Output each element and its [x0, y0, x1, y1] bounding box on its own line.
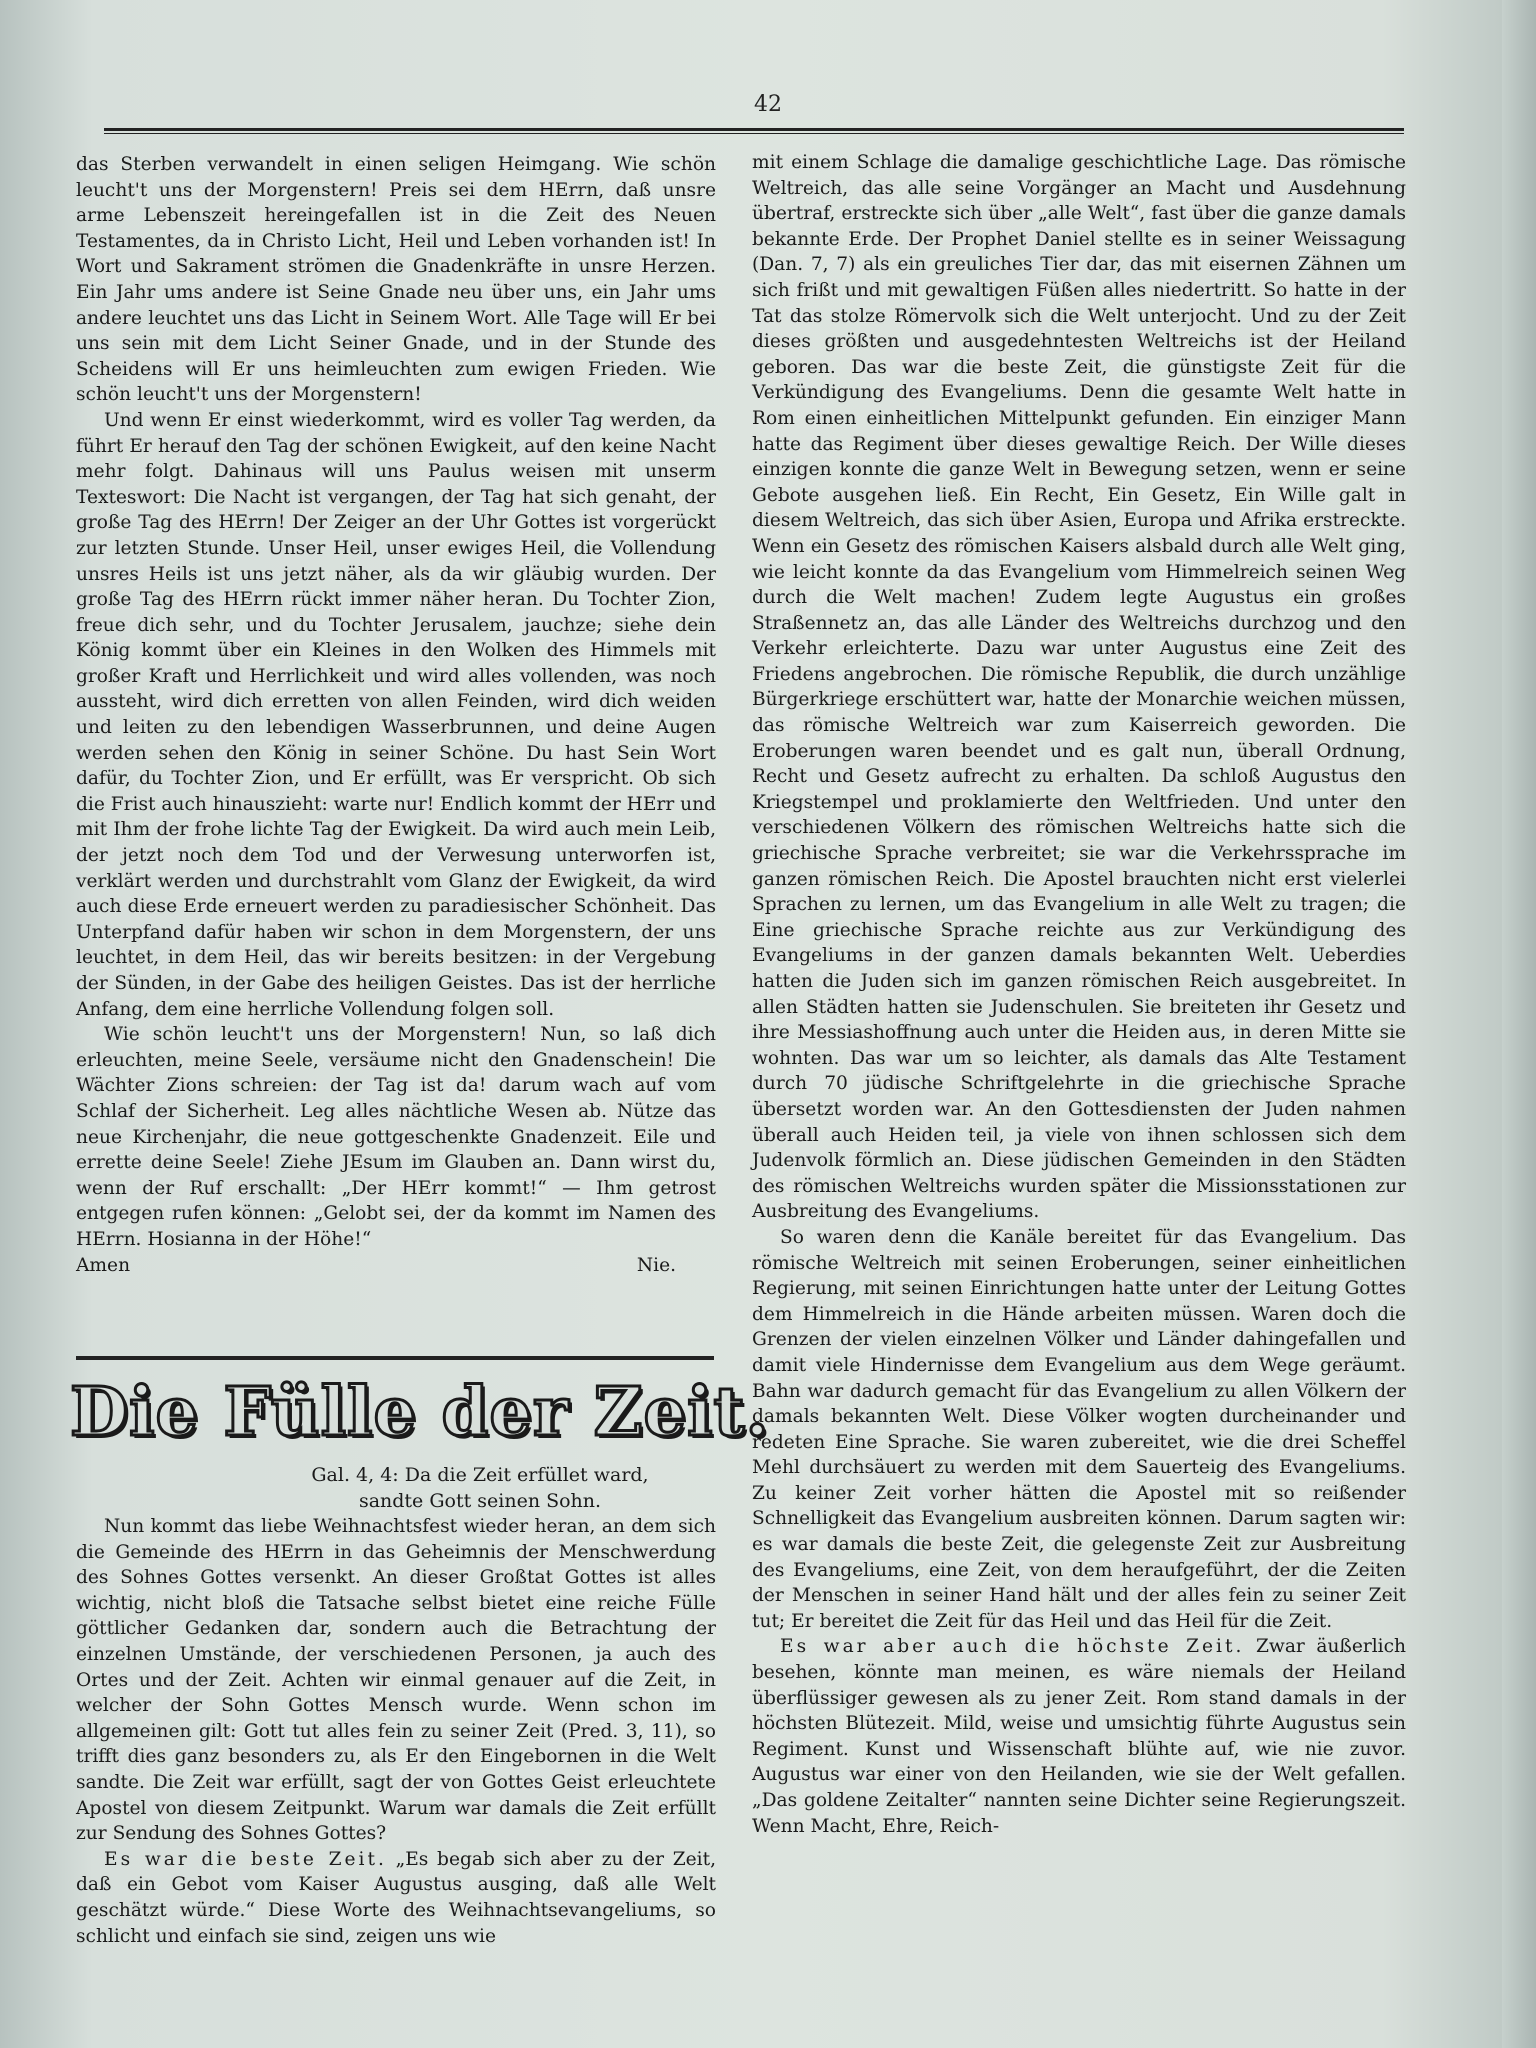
- right-paragraph-3-text: Zwar äußerlich besehen, könnte man meinen, es wäre niemals der Heiland überflüssiger gewesen als zu jener Zeit. Rom stand damals in der höchsten Blütezeit. Mild, weise und umsichtig führte Augustus sein Regiment. Kunst und Wissenschaft blühte auf, wie nie zuvor. Augustus war einer von den Heilanden, wie sie der Welt gefallen. „Das goldene Zeitalter“ nannten seine Dichter seine Regierungszeit. Wenn Macht, Ehre, Reich-: [752, 1636, 1407, 1837]
- section-divider: [76, 1356, 714, 1360]
- article-title: Die Fülle der Zeit.: [70, 1372, 770, 1451]
- left-paragraph-3: Wie schön leucht't uns der Morgenstern! Nun, so laß dich erleuchten, meine Seele, versäume nicht den Gnadenschein! Die Wächter Zions schreien: der Tag ist da! darum wach auf vom Schlaf der Sicherheit. Leg alles nächtliche Wesen ab. Nütze das neue Kirchenjahr, die neue gottgeschenkte Gnadenzeit. Eile und errette deine Seele! Ziehe JEsum im Glauben an. Dann wirst du, wenn der Ruf erschallt: „Der HErr kommt!“ — Ihm getrost entgegen rufen können: „Gelobt sei, der da kommt im Namen des HErrn. Hosianna in der Höhe!“: [76, 1024, 716, 1250]
- left-paragraph-1: das Sterben verwandelt in einen seligen Heimgang. Wie schön leucht't uns der Morgenstern! Preis sei dem HErrn, daß unsre arme Lebenszeit hereingefallen ist in die Zeit des Neuen Testamentes, da in Christo Licht, Heil und Leben vorhanden ist! In Wort und Sakrament strömen die Gnadenkräfte in unsre Herzen. Ein Jahr ums andere ist Seine Gnade neu über uns, ein Jahr ums andere leuchtet uns das Licht in Seinem Wort. Alle Tage will Er bei uns sein mit dem Licht Seiner Gnade, und in der Stunde des Scheidens will Er uns heimleuchten zum ewigen Frieden. Wie schön leucht't uns der Morgenstern!: [76, 154, 716, 406]
- bible-motto: [290, 1462, 670, 1514]
- page-number: 42: [754, 92, 782, 117]
- motto-line-2: sandte Gott seinen Sohn.: [358, 1490, 602, 1512]
- author-signature: Nie.: [636, 1254, 676, 1276]
- right-paragraph-1: mit einem Schlage die damalige geschichtliche Lage. Das römische Weltreich, das alle seine Vorgänger an Macht und Ausdehnung übertraf, erstreckte sich über „alle Welt“, fast über die ganze damals bekannte Erde. Der Prophet Daniel stellte es in seiner Weissagung (Dan. 7, 7) als ein greuliches Tier dar, das mit eisernen Zähnen um sich frißt und mit gewaltigen Füßen alles niedertritt. So hatte in der Tat das stolze Römervolk sich die Welt unterjocht. Und zu der Zeit dieses größten und ausgedehntesten Weltreichs ist der Heiland geboren. Das war die beste Zeit, die günstigste Zeit für die Verkündigung des Evangeliums. Denn die gesamte Welt hatte in Rom einen einheitlichen Mittelpunkt gefunden. Ein einziger Mann hatte das Regiment über dieses gewaltige Reich. Der Wille dieses einzigen konnte die ganze Welt in Bewegung setzen, wenn er seine Gebote ausgehen ließ. Ein Recht, Ein Gesetz, Ein Wille galt in diesem Weltreich, das sich über Asien, Europa und Afrika erstreckte. Wenn ein Gesetz des römischen Kaisers alsbald durch alle Welt ging, wie leicht konnte da das Evangelium vom Himmelreich seinen Weg durch die Welt machen! Zudem legte Augustus ein großes Straßennetz an, das alle Länder des Weltreichs durchzog und den Verkehr erleichterte. Dazu war unter Augustus eine Zeit des Friedens angebrochen. Die römische Republik, die durch unzählige Bürgerkriege erschüttert war, hatte der Monarchie weichen müssen, das römische Weltreich war zum Kaiserreich geworden. Die Eroberungen waren beendet und es galt nun, überall Ordnung, Recht und Gesetz aufrecht zu erhalten. Da schloß Augustus den Kriegstempel und proklamierte den Weltfrieden. Und unter den verschiedenen Völkern des römischen Weltreichs hatte sich die griechische Sprache verbreitet; sie war die Verkehrssprache im ganzen römischen Reich. Die Apostel brauchten nicht erst vielerlei Sprachen zu lernen, um das Evangelium in alle Welt zu tragen; die Eine griechische Sprache reichte aus zur Verkündigung des Evangeliums in der ganzen damals bekannten Welt. Ueberdies hatten die Juden sich im ganzen römischen Reich ausgebreitet. In allen Städten hatten sie Judenschulen. Sie breiteten ihr Gesetz und ihre Messiashoffnung auch unter die Heiden aus, in deren Mitte sie wohnten. Das war um so leichter, als damals das Alte Testament durch 70 jüdische Schriftgelehrte in die griechische Sprache übersetzt worden war. An den Gottesdiensten der Juden nahmen überall auch Heiden teil, ja viele von ihnen schlossen sich dem Judenvolk förmlich an. Diese jüdischen Gemeinden in den Städten des römischen Weltreichs wurden später die Missionsstationen zur Ausbreitung des Evangeliums.: [752, 152, 1406, 1223]
- closing-amen: Amen: [76, 1254, 131, 1276]
- header-rule: [104, 128, 1404, 134]
- left-column-text: [76, 152, 716, 1278]
- article-paragraph-1: Nun kommt das liebe Weihnachtsfest wieder heran, an dem sich die Gemeinde des HErrn in das Geheimnis der Menschwerdung des Sohnes Gottes versenkt. An dieser Großtat Gottes ist alles wichtig, nicht bloß die Tatsache selbst bietet eine reiche Fülle göttlicher Gedanken dar, sondern auch die Betrachtung der einzelnen Umstände, der verschiedenen Personen, ja auch des Ortes und der Zeit. Achten wir einmal genauer auf die Zeit, in welcher der Sohn Gottes Mensch wurde. Wenn schon im allgemeinen gilt: Gott tut alles fein zu seiner Zeit (Pred. 3, 11), so trifft dies ganz besonders zu, als Er den Eingebornen in die Welt sandte. Die Zeit war erfüllt, sagt der von Gottes Geist erleuchtete Apostel von diesem Zeitpunkt. Warum war damals die Zeit erfüllt zur Sendung des Sohnes Gottes?: [76, 1516, 716, 1845]
- right-paragraph-2: So waren denn die Kanäle bereitet für das Evangelium. Das römische Weltreich mit seinen Eroberungen, seiner einheitlichen Regierung, mit seinen Einrichtungen hatte unter der Leitung Gottes dem Himmelreich in die Hände arbeiten müssen. Waren doch die Grenzen der vielen einzelnen Völker und Länder dahingefallen und damit viele Hindernisse dem Evangelium aus dem Wege geräumt. Bahn war dadurch gemacht für das Evangelium zu allen Völkern der damals bekannten Welt. Diese Völker wogten durcheinander und redeten Eine Sprache. Sie waren zubereitet, wie die drei Scheffel Mehl durchsäuert zu werden mit dem Sauerteig des Evangeliums. Zu keiner Zeit vorher hätten die Apostel mit so reißender Schnelligkeit das Evangelium ausbreiten können. Darum sagten wir: es war damals die beste Zeit, die gelegenste Zeit zur Ausbreitung des Evangeliums, eine Zeit, von dem heraufgeführt, der die Zeiten der Menschen in seiner Hand hält und der alles fein zu seiner Zeit tut; Er bereitet die Zeit für das Heil und das Heil für die Zeit.: [752, 1226, 1406, 1632]
- article-paragraph-2: [76, 1847, 716, 1949]
- closing-line: [76, 1253, 716, 1279]
- left-paragraph-2: Und wenn Er einst wiederkommt, wird es voller Tag werden, da führt Er herauf den Tag der schönen Ewigkeit, auf den keine Nacht mehr folgt. Dahinaus will uns Paulus weisen mit unserm Texteswort: Die Nacht ist vergangen, der Tag hat sich genaht, der große Tag des HErrn! Der Zeiger an der Uhr Gottes ist vorgerückt zur letzten Stunde. Unser Heil, unser ewiges Heil, die Vollendung unsres Heils ist uns jetzt näher, als da wir gläubig wurden. Der große Tag des HErrn rückt immer näher heran. Du Tochter Zion, freue dich sehr, und du Tochter Jerusalem, jauchze; siehe dein König kommt über ein Kleines in den Wolken des Himmels mit großer Kraft und Herrlichkeit und wird alles vollenden, was noch aussteht, wird dich erretten von allen Feinden, wird dich weiden und leiten zu den lebendigen Wasserbrunnen, und deine Augen werden sehen den König in seiner Schöne. Du hast Sein Wort dafür, du Tochter Zion, und Er erfüllt, was Er verspricht. Ob sich die Frist auch hinauszieht: warte nur! Endlich kommt der HErr und mit Ihm der frohe lichte Tag der Ewigkeit. Da wird auch mein Leib, der jetzt noch dem Tod und der Verwesung unterworfen ist, verklärt werden und durchstrahlt vom Glanz der Ewigkeit, da wird auch diese Erde erneuert werden zu paradiesischer Schönheit. Das Unterpfand dafür haben wir schon in dem Morgenstern, der uns leuchtet, in dem Heil, das wir bereits besitzen: in der Vergebung der Sünden, in der Gabe des heiligen Geistes. Das ist der herrliche Anfang, dem eine herrliche Vollendung folgen soll.: [76, 409, 716, 1020]
- right-paragraph-3: [752, 1634, 1406, 1839]
- right-column-text: [752, 150, 1406, 1839]
- article-body-left: [76, 1514, 716, 1949]
- book-spine-edge: [1502, 0, 1536, 2048]
- article-paragraph-2-lead: Es war die beste Zeit.: [104, 1848, 387, 1870]
- right-paragraph-3-lead: Es war aber auch die höchste Zeit.: [780, 1636, 1245, 1658]
- motto-line-1: Gal. 4, 4: Da die Zeit erfüllet ward,: [311, 1464, 649, 1486]
- article-paragraph-2-text: „Es begab sich aber zu der Zeit, daß ein Gebot vom Kaiser Augustus ausging, daß alle Welt geschätzt würde.“ Diese Worte des Weihnachtsevangeliums, so schlicht und einfach sie sind, zeigen uns wie: [76, 1848, 716, 1947]
